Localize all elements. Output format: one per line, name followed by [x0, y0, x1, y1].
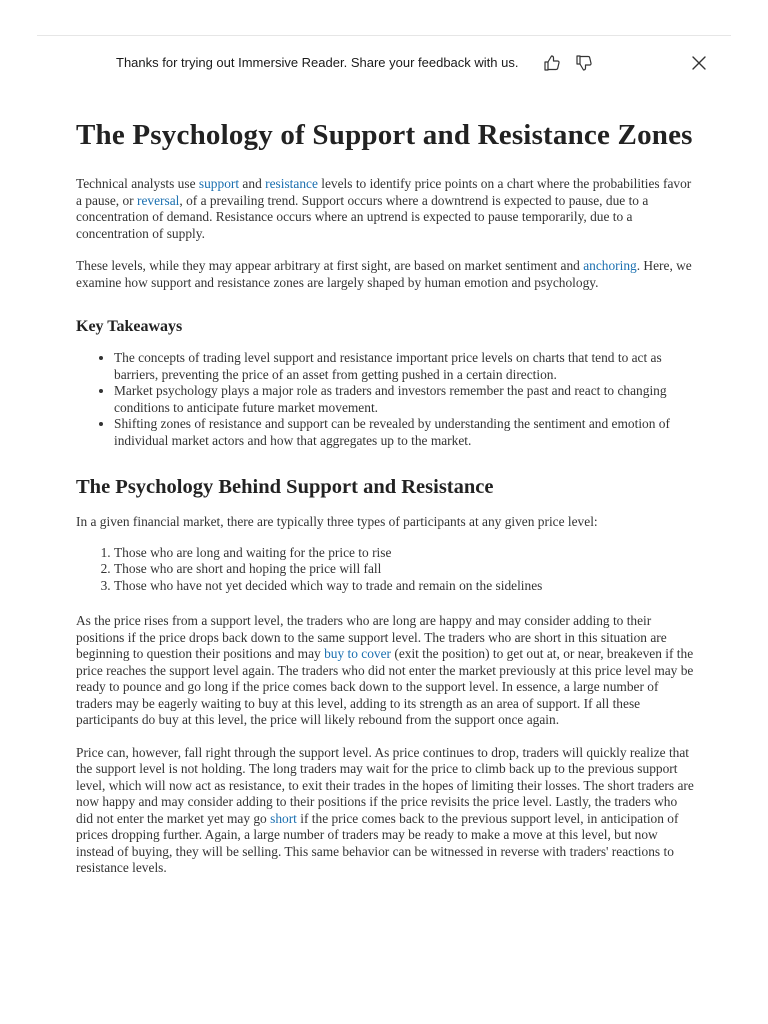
feedback-message: Thanks for trying out Immersive Reader. Share your feedback with us.: [116, 55, 519, 70]
list-item: 3. Those who have not yet decided which way to trade and remain on the sidelines: [114, 578, 696, 595]
key-takeaways-heading: Key Takeaways: [76, 318, 183, 335]
thumbs-down-icon[interactable]: [574, 53, 594, 73]
section-heading: The Psychology Behind Support and Resistance: [76, 476, 494, 498]
participants-list: [114, 545, 696, 595]
page-title: The Psychology of Support and Resistance Zones: [76, 119, 693, 151]
close-icon[interactable]: [689, 53, 709, 73]
anchoring-link[interactable]: anchoring: [583, 258, 637, 273]
intro-paragraph: Technical analysts use support and resistance levels to identify price points on a chart where the probabilities favor a pause, or reversal, of a prevailing trend. Support occurs where a downtrend is expected to pause, due to a concentration of demand. Resistance occurs where an uptrend is expected to pause temporarily, due to a concentration of supply.: [76, 176, 692, 241]
section-intro: In a given financial market, there are typically three types of participants at any given price level:: [76, 514, 598, 529]
short-link[interactable]: short: [270, 810, 297, 826]
list-item: • Market psychology plays a major role as traders and investors remember the past and react to changing conditions to anticipate future market movement.: [114, 383, 696, 416]
key-takeaways-list: [114, 350, 696, 449]
price-rise-paragraph: As the price rises from a support level, the traders who are long are happy and may consider adding to their positions if the price drops back down to the same support level. The traders who are short in this situation are beginning to question their positions and may buy to cover (exit the position) to get out at, or near, breakeven if the price reaches the support level again. The traders who did not enter the market previously at this price level may be ready to pounce and go long if the price comes back down to the support level. In essence, a large number of traders may be eagerly waiting to buy at this level, adding to its strength as an area of support. If all these participants do buy at this level, the price will likely rebound from the support once again.: [76, 613, 694, 727]
levels-paragraph: These levels, while they may appear arbitrary at first sight, are based on market sentiment and anchoring. Here, we examine how support and resistance zones are largely shaped by human emotion and psychology.: [76, 258, 692, 290]
reversal-link[interactable]: reversal: [136, 192, 180, 208]
resistance-link[interactable]: resistance: [265, 176, 318, 191]
thumbs-up-icon[interactable]: [542, 53, 562, 73]
support-link[interactable]: support: [198, 176, 240, 191]
list-item: • Shifting zones of resistance and support can be revealed by understanding the sentiment and emotion of individual market actors and how that aggregates up to the market.: [114, 416, 696, 449]
top-divider: [37, 35, 731, 36]
list-item: 2. Those who are short and hoping the price will fall: [114, 561, 696, 578]
price-fall-paragraph: Price can, however, fall right through the support level. As price continues to drop, traders will quickly realize that the support level is not holding. The long traders may wait for the price to climb back up to the previous support level, which will now act as resistance, to exit their trades in the hopes of limiting their losses. The short traders are now happy and may consider adding to their positions if the price revisits the price level. Lastly, the traders who did not enter the market yet may go short if the price comes back to the previous support level, in anticipation of prices dropping further. Again, a large number of traders may be ready to make a move at this level, but now instead of buying, they will be selling. This same behavior can be witnessed in reverse with traders' reactions to resistance levels.: [76, 744, 694, 875]
list-item: 1. Those who are long and waiting for the price to rise: [114, 545, 696, 562]
feedback-bar: [116, 50, 716, 76]
list-item: • The concepts of trading level support and resistance important price levels on charts that tend to act as barriers, preventing the price of an asset from getting pushed in a certain direction.: [114, 350, 696, 383]
article: [76, 118, 696, 877]
buy-to-cover-link[interactable]: buy to cover: [324, 646, 392, 661]
